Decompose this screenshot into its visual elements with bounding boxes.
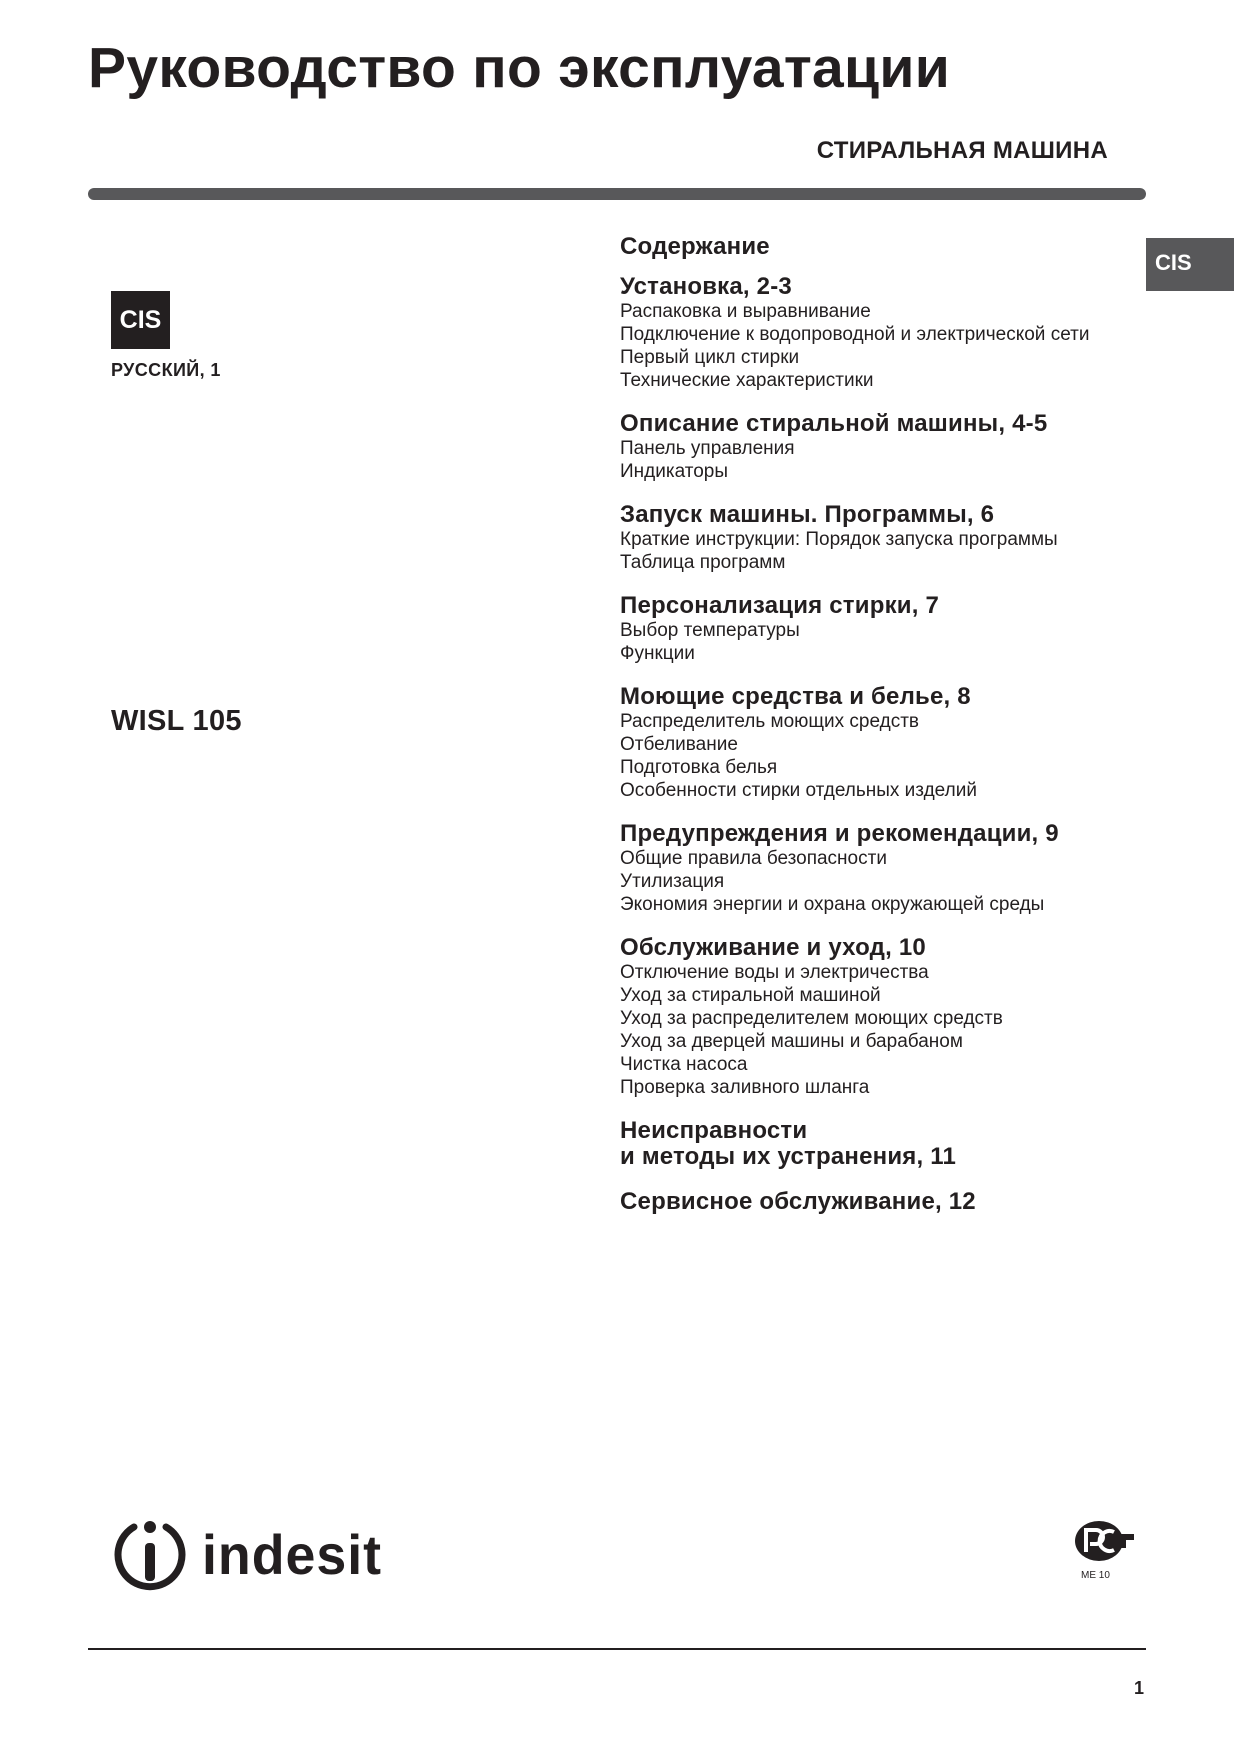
top-divider (88, 188, 1146, 200)
certification-caption: ME 10 (1081, 1570, 1110, 1581)
toc-item: Отбеливание (620, 734, 738, 755)
toc-section-items (620, 300, 1140, 392)
toc-item: Особенности стирки отдельных изделий (620, 780, 977, 801)
toc-item: Распределитель моющих средств (620, 711, 920, 732)
brand-wordmark: indesit (202, 1523, 382, 1586)
toc-section-title: Запуск машины. Программы, 6 (620, 501, 995, 528)
toc-section-title: Моющие средства и белье, 8 (620, 683, 971, 710)
toc-section (620, 935, 1140, 1099)
toc-section (620, 684, 1140, 802)
toc-item: Выбор температуры (620, 620, 800, 641)
toc-item: Панель управления (620, 438, 795, 459)
toc-section-items (620, 710, 1140, 802)
toc-section (620, 1189, 1140, 1215)
language-tab: CIS (1146, 238, 1234, 291)
bottom-divider (88, 1648, 1146, 1650)
document-subtitle: СТИРАЛЬНАЯ МАШИНА (816, 137, 1108, 164)
table-of-contents (620, 230, 1140, 1234)
model-name: WISL 105 (111, 705, 242, 737)
certification-mark (1068, 1520, 1136, 1584)
language-caption: РУССКИЙ, 1 (111, 360, 221, 380)
toc-item: Уход за стиральной машиной (620, 985, 881, 1006)
toc-item: Утилизация (620, 871, 725, 892)
toc-item: Функции (620, 643, 695, 664)
toc-item: Таблица программ (620, 552, 786, 573)
toc-item: Первый цикл стирки (620, 347, 800, 368)
toc-item: Общие правила безопасности (620, 848, 887, 869)
toc-item: Подготовка белья (620, 757, 778, 778)
toc-heading: Содержание (620, 233, 770, 260)
toc-section (620, 1118, 1140, 1170)
toc-section-items (620, 528, 1140, 574)
toc-section-items (620, 847, 1140, 916)
toc-item: Экономия энергии и охрана окружающей среды (620, 894, 1045, 915)
toc-section-title: Персонализация стирки, 7 (620, 592, 940, 619)
toc-item: Уход за распределителем моющих средств (620, 1008, 1003, 1029)
toc-item: Подключение к водопроводной и электрической сети (620, 324, 1090, 345)
toc-section-title: Предупреждения и рекомендации, 9 (620, 820, 1059, 847)
document-title: Руководство по эксплуатации (88, 36, 951, 100)
toc-section-title: Установка, 2-3 (620, 273, 792, 300)
brand-logo (110, 1517, 410, 1593)
toc-section (620, 274, 1140, 392)
pct-certification-icon (1068, 1520, 1136, 1568)
toc-item: Чистка насоса (620, 1054, 748, 1075)
toc-section-title: Описание стиральной машины, 4-5 (620, 410, 1048, 437)
toc-section (620, 821, 1140, 916)
toc-item: Технические характеристики (620, 370, 874, 391)
toc-item: Уход за дверцей машины и барабаном (620, 1031, 963, 1052)
toc-item: Проверка заливного шланга (620, 1077, 870, 1098)
toc-section-items (620, 619, 1140, 665)
toc-section (620, 411, 1140, 483)
toc-item: Распаковка и выравнивание (620, 301, 871, 322)
toc-item: Отключение воды и электричества (620, 962, 929, 983)
toc-section-title: Сервисное обслуживание, 12 (620, 1188, 976, 1215)
toc-section-title: Обслуживание и уход, 10 (620, 934, 926, 961)
info-circle-icon (110, 1517, 190, 1597)
toc-item: Индикаторы (620, 461, 729, 482)
page-number: 1 (1133, 1678, 1144, 1698)
toc-item: Краткие инструкции: Порядок запуска программы (620, 529, 1058, 550)
toc-section (620, 593, 1140, 665)
toc-section (620, 502, 1140, 574)
toc-section-items (620, 437, 1140, 483)
language-badge: CIS (111, 291, 170, 349)
toc-section-title: Неисправности и методы их устранения, 11 (620, 1117, 957, 1170)
toc-section-items (620, 961, 1140, 1099)
